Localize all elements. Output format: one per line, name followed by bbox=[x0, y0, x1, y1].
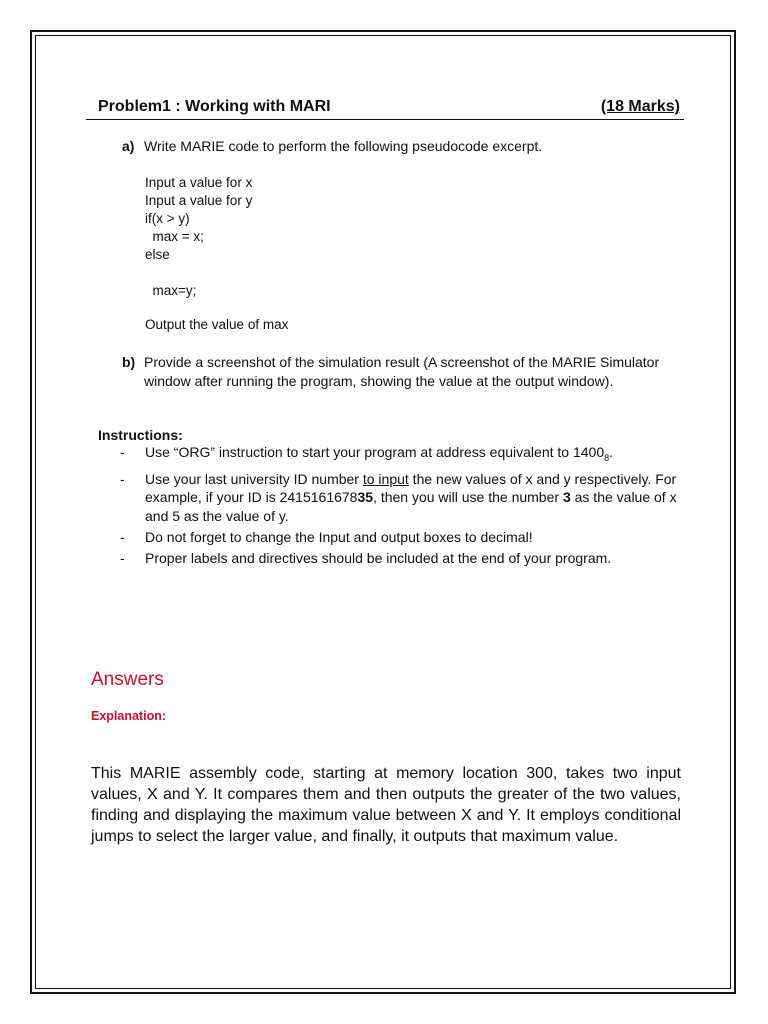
pseudocode-output-line: Output the value of max bbox=[145, 317, 289, 332]
question-b bbox=[122, 353, 692, 390]
explanation-text: This MARIE assembly code, starting at memory location 300, takes two input values, X and Y. It compares them and then outputs the greater of the two values, finding and displaying the maximum value between X and Y. It employs conditional jumps to select the larger value, and finally, it outputs that maximum value. bbox=[91, 765, 681, 845]
instruction-text: Proper labels and directives should be included at the end of your program. bbox=[145, 549, 612, 566]
pseudocode-line: max=y; bbox=[145, 283, 197, 298]
bullet-dash: - bbox=[120, 549, 125, 566]
instruction-text: Do not forget to change the Input and output boxes to decimal! bbox=[145, 528, 533, 545]
pseudocode-line: if(x > y) bbox=[145, 211, 190, 226]
question-a-text: Write MARIE code to perform the following pseudocode excerpt. bbox=[144, 138, 543, 154]
problem-title: Problem1 : Working with MARI bbox=[98, 98, 331, 115]
bullet-dash: - bbox=[120, 444, 125, 460]
question-a bbox=[122, 137, 692, 155]
pseudocode-line: Input a value for y bbox=[145, 193, 253, 208]
instruction-text: Use your last university ID number to input the new values of x and y respectively. For example, if your ID is 241516167835, then you will use the number 3 as the value of x and 5 as the value of y. bbox=[145, 470, 677, 524]
question-a-label: a) bbox=[122, 138, 135, 154]
pseudocode-line: else bbox=[145, 247, 170, 262]
list-item bbox=[120, 470, 695, 526]
pseudocode-gap bbox=[145, 264, 252, 282]
list-item bbox=[120, 528, 695, 547]
instruction-text: Use “ORG” instruction to start your program at address equivalent to $1400_8$. bbox=[145, 444, 614, 463]
pseudocode-block bbox=[145, 174, 252, 300]
pseudocode-line: Input a value for x bbox=[145, 175, 253, 190]
bullet-dash: - bbox=[120, 470, 125, 487]
pseudocode-line: max = x; bbox=[145, 229, 204, 244]
answers-heading: Answers bbox=[91, 669, 164, 690]
instructions-title: Instructions: bbox=[98, 427, 183, 443]
bullet-dash: - bbox=[120, 528, 125, 545]
list-item bbox=[120, 443, 695, 467]
header-divider bbox=[86, 119, 684, 120]
question-b-text: Provide a screenshot of the simulation result (A screenshot of the MARIE Simulator window after running the program, showing the value at the output window). bbox=[144, 354, 660, 389]
problem-header bbox=[98, 98, 680, 116]
explanation-label: Explanation: bbox=[91, 709, 167, 723]
problem-marks: (18 Marks) bbox=[600, 98, 680, 115]
question-b-label: b) bbox=[122, 354, 136, 370]
list-item bbox=[120, 549, 695, 568]
instructions-list bbox=[120, 443, 695, 570]
